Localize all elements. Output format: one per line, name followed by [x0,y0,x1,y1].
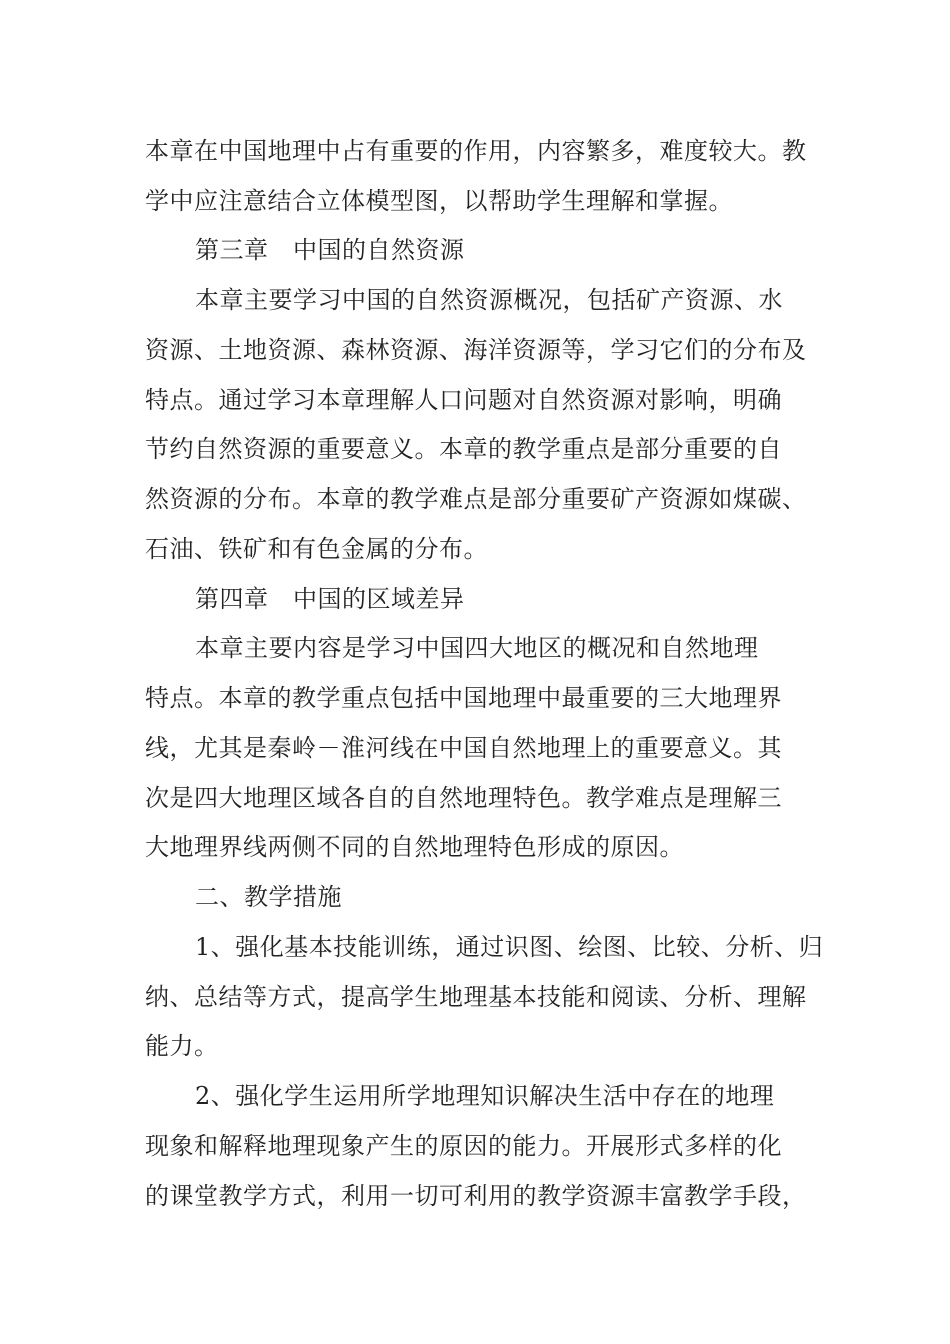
body-text-line: 特点。通过学习本章理解人口问题对自然资源对影响，明确 [145,386,782,414]
body-text-line: 能力。 [145,1032,219,1060]
body-text-line: 纳、总结等方式，提高学生地理基本技能和阅读、分析、理解 [145,983,807,1011]
body-text-line: 本章主要学习中国的自然资源概况，包括矿产资源、水 [195,286,783,314]
body-text-line: 线，尤其是秦岭－淮河线在中国自然地理上的重要意义。其 [145,734,782,762]
body-text-line: 大地理界线两侧不同的自然地理特色形成的原因。 [145,833,684,861]
chapter-heading: 第四章 中国的区域差异 [195,585,465,613]
body-text-line: 资源、土地资源、森林资源、海洋资源等，学习它们的分布及 [145,336,807,364]
body-text-line: 石油、铁矿和有色金属的分布。 [145,535,488,563]
body-text-line: 本章主要内容是学习中国四大地区的概况和自然地理 [195,634,759,662]
chapter-heading: 第三章 中国的自然资源 [195,236,465,264]
body-text-line: 2、强化学生运用所学地理知识解决生活中存在的地理 [195,1082,775,1110]
body-text-line: 本章在中国地理中占有重要的作用，内容繁多，难度较大。教 [145,137,807,165]
body-text-line: 现象和解释地理现象产生的原因的能力。开展形式多样的化 [145,1132,782,1160]
section-heading: 二、教学措施 [195,883,342,911]
body-text-line: 特点。本章的教学重点包括中国地理中最重要的三大地理界 [145,684,782,712]
body-text-line: 学中应注意结合立体模型图，以帮助学生理解和掌握。 [145,187,733,215]
body-text-line: 次是四大地理区域各自的自然地理特色。教学难点是理解三 [145,784,782,812]
body-text-line: 节约自然资源的重要意义。本章的教学重点是部分重要的自 [145,435,782,463]
body-text-line: 然资源的分布。本章的教学难点是部分重要矿产资源如煤碳、 [145,485,807,513]
body-text-line: 1、强化基本技能训练，通过识图、绘图、比较、分析、归 [195,933,824,961]
body-text-line: 的课堂教学方式，利用一切可利用的教学资源丰富教学手段， [145,1182,807,1210]
